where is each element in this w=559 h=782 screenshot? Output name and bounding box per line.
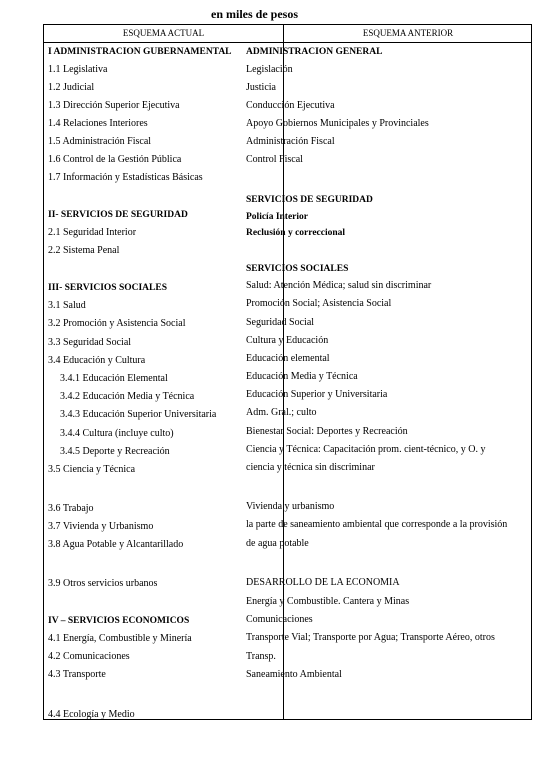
right-item: Administración Fiscal [246, 136, 335, 147]
left-item: 1.5 Administración Fiscal [48, 136, 152, 147]
left-item: 1.3 Dirección Superior Ejecutiva [48, 100, 180, 111]
right-item: Conducción Ejecutiva [246, 100, 335, 111]
right-item: Apoyo Gobiernos Municipales y Provinciales [246, 118, 429, 129]
left-subitem: 3.4.4 Cultura (incluye culto) [60, 428, 174, 439]
right-item-bold: Policía Interior [246, 212, 308, 222]
left-item: 3.1 Salud [48, 300, 86, 311]
right-item: Energía y Combustible. Cantera y Minas [246, 596, 410, 607]
left-heading-economicos: IV – SERVICIOS ECONOMICOS [48, 616, 190, 626]
left-item: 4.1 Energía, Combustible y Minería [48, 633, 192, 644]
right-item: Adm. Gral.; culto [246, 407, 317, 418]
left-item: 2.2 Sistema Penal [48, 245, 120, 256]
right-item: la parte de saneamiento ambiental que corresponde a la provisión [246, 519, 508, 530]
right-item: Justicia [246, 82, 276, 93]
left-item: 3.5 Ciencia y Técnica [48, 464, 136, 475]
right-item: Ciencia y Técnica: Capacitación prom. cient-técnico, y O. y [246, 444, 486, 455]
right-item: Transp. [246, 651, 276, 662]
right-item: Vivienda y urbanismo [246, 501, 335, 512]
left-subitem: 3.4.1 Educación Elemental [60, 373, 168, 384]
right-item: Saneamiento Ambiental [246, 669, 342, 680]
left-item: 1.2 Judicial [48, 82, 95, 93]
right-item: de agua potable [246, 538, 309, 549]
right-item: Salud: Atención Médica; salud sin discriminar [246, 280, 432, 291]
right-heading-sociales: SERVICIOS SOCIALES [246, 264, 349, 274]
header-divider [44, 42, 531, 43]
right-item-bold: Reclusión y correccional [246, 228, 346, 238]
left-item: 1.4 Relaciones Interiores [48, 118, 148, 129]
left-item: 1.7 Información y Estadísticas Básicas [48, 172, 203, 183]
left-item: 3.7 Vivienda y Urbanismo [48, 521, 154, 532]
right-item: Seguridad Social [246, 317, 315, 328]
left-item: 3.9 Otros servicios urbanos [48, 578, 158, 589]
right-item: Control Fiscal [246, 154, 303, 165]
right-item: ciencia y técnica sin discriminar [246, 462, 375, 473]
left-item: 3.3 Seguridad Social [48, 337, 132, 348]
right-heading-economia: DESARROLLO DE LA ECONOMIA [246, 577, 400, 588]
left-heading-seguridad: II- SERVICIOS DE SEGURIDAD [48, 210, 188, 220]
left-item: 4.3 Transporte [48, 669, 106, 680]
left-item: 3.4 Educación y Cultura [48, 355, 146, 366]
left-subitem: 3.4.2 Educación Media y Técnica [60, 391, 195, 402]
left-item: 4.2 Comunicaciones [48, 651, 130, 662]
right-heading-admin: ADMINISTRACION GENERAL [246, 47, 383, 57]
left-heading-sociales: III- SERVICIOS SOCIALES [48, 283, 167, 293]
left-subitem: 3.4.3 Educación Superior Universitaria [60, 409, 217, 420]
right-item: Transporte Vial; Transporte por Agua; Transporte Aéreo, otros [246, 632, 495, 643]
left-heading-admin: I ADMINISTRACION GUBERNAMENTAL [48, 47, 232, 57]
header-esquema-anterior: ESQUEMA ANTERIOR [362, 28, 454, 38]
right-item: Educación Media y Técnica [246, 371, 358, 382]
table-caption: en miles de pesos [211, 7, 298, 21]
left-item: 3.6 Trabajo [48, 503, 94, 514]
right-item: Bienestar Social: Deportes y Recreación [246, 426, 408, 437]
right-item: Educación elemental [246, 353, 330, 364]
left-item: 1.1 Legislativa [48, 64, 108, 75]
right-item: Cultura y Educación [246, 335, 329, 346]
left-item: 3.8 Agua Potable y Alcantarillado [48, 539, 184, 550]
left-item: 2.1 Seguridad Interior [48, 227, 137, 238]
right-item: Educación Superior y Universitaria [246, 389, 388, 400]
header-esquema-actual: ESQUEMA ACTUAL [122, 28, 205, 38]
left-subitem: 3.4.5 Deporte y Recreación [60, 446, 170, 457]
right-item: Promoción Social; Asistencia Social [246, 298, 392, 309]
left-item: 4.4 Ecología y Medio [48, 709, 135, 720]
left-item: 3.2 Promoción y Asistencia Social [48, 318, 186, 329]
right-heading-seguridad: SERVICIOS DE SEGURIDAD [246, 195, 373, 205]
comparison-table [43, 24, 532, 720]
right-item: Comunicaciones [246, 614, 313, 625]
right-item: Legislación [246, 64, 293, 75]
left-item: 1.6 Control de la Gestión Pública [48, 154, 182, 165]
